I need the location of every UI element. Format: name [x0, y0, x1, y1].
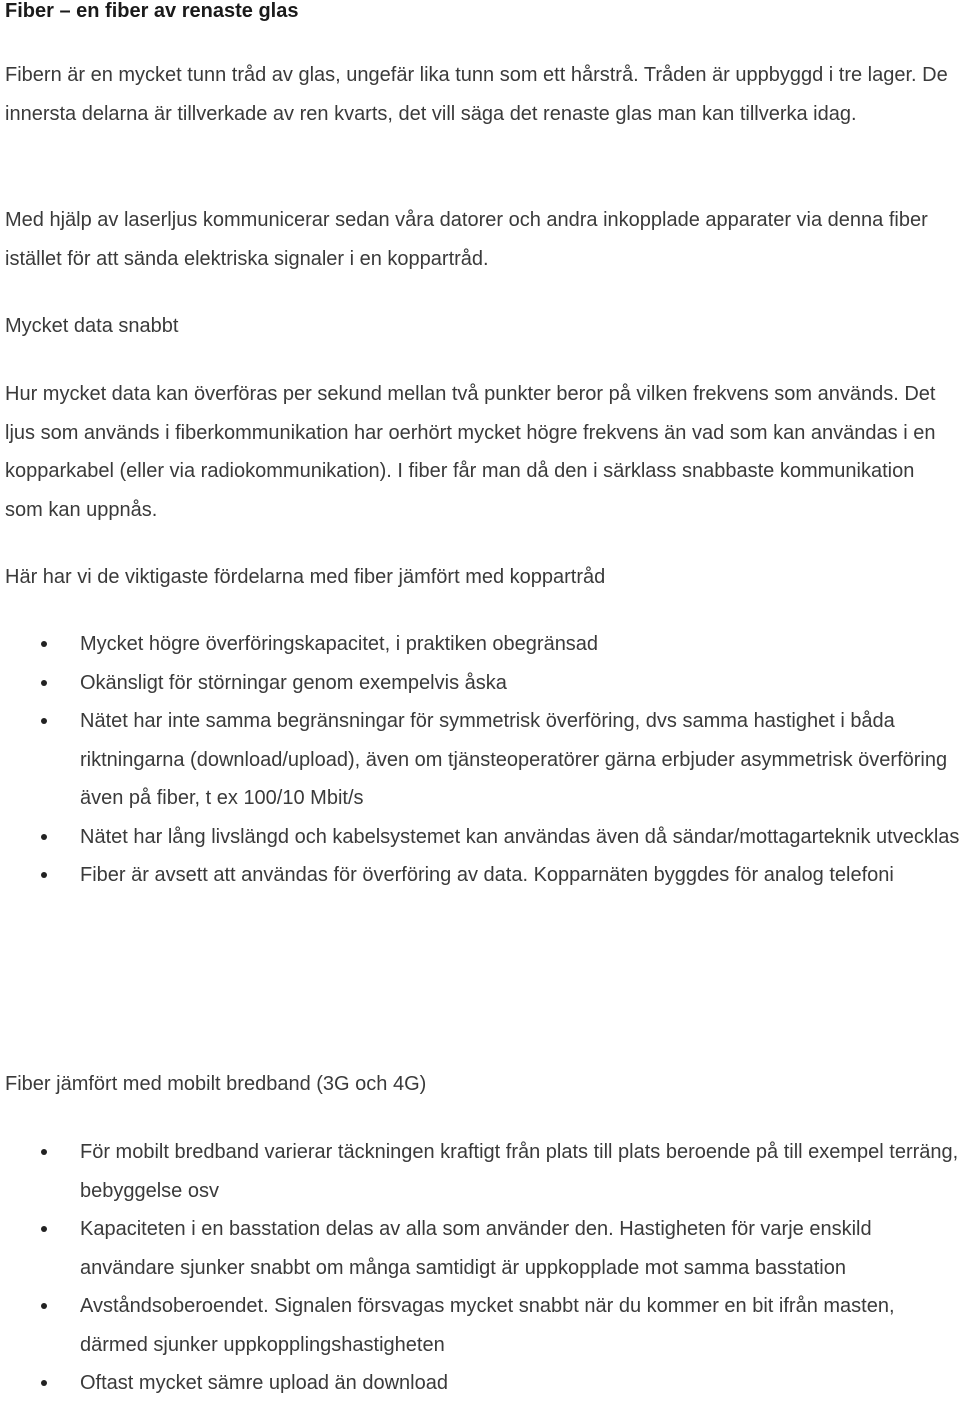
mobile-comparison-list: [5, 1133, 960, 1403]
intro-paragraph: Fibern är en mycket tunn tråd av glas, ungefär lika tunn som ett hårstrå. Tråden är uppbyggd i tre lager. De innersta delarna är tillverkade av ren kvarts, det vill säga det renaste glas man kan tillverka idag.: [5, 64, 948, 125]
bullet-icon: [41, 680, 47, 686]
section-heading-data: Mycket data snabbt: [5, 315, 179, 337]
list-item: Nätet har inte samma begränsningar för symmetrisk överföring, dvs samma hastighet i båda riktningarna (download/upload), även om tjänsteoperatörer gärna erbjuder asymmetrisk överföring även på fiber, t ex 100/10 Mbit/s: [5, 702, 960, 818]
bullet-icon: [41, 718, 47, 724]
bullet-icon: [41, 1149, 47, 1155]
list-item: Kapaciteten i en basstation delas av alla som använder den. Hastigheten för varje enskild användare sjunker snabbt om många samtidigt är uppkopplade mot samma basstation: [5, 1210, 960, 1287]
page-title: Fiber – en fiber av renaste glas: [5, 0, 299, 22]
bullet-icon: [41, 641, 47, 647]
list-item: Avståndsoberoendet. Signalen försvagas mycket snabbt när du kommer en bit ifrån masten, därmed sjunker uppkopplingshastigheten: [5, 1287, 960, 1364]
list-item: Mycket högre överföringskapacitet, i praktiken obegränsad: [5, 625, 960, 664]
bullet-icon: [41, 1226, 47, 1232]
bullet-icon: [41, 834, 47, 840]
list-item: För mobilt bredband varierar täckningen kraftigt från plats till plats beroende på till exempel terräng, bebyggelse osv: [5, 1133, 960, 1210]
list-item: Oftast mycket sämre upload än download: [5, 1364, 960, 1403]
laser-paragraph: Med hjälp av laserljus kommunicerar sedan våra datorer och andra inkopplade apparater via denna fiber istället för att sända elektriska signaler i en koppartråd.: [5, 209, 928, 270]
list-item: Okänsligt för störningar genom exempelvis åska: [5, 664, 960, 703]
section-heading-mobile: Fiber jämfört med mobilt bredband (3G och 4G): [5, 1073, 427, 1095]
list-item: Nätet har lång livslängd och kabelsystemet kan användas även då sändar/mottagarteknik utvecklas: [5, 818, 960, 857]
list-item: Fiber är avsett att användas för överföring av data. Kopparnäten byggdes för analog telefoni: [5, 856, 960, 895]
bullet-icon: [41, 872, 47, 878]
advantages-intro: Här har vi de viktigaste fördelarna med fiber jämfört med koppartråd: [5, 566, 606, 588]
bullet-icon: [41, 1303, 47, 1309]
bullet-icon: [41, 1380, 47, 1386]
frequency-paragraph: Hur mycket data kan överföras per sekund mellan två punkter beror på vilken frekvens som används. Det ljus som används i fiberkommunikation har oerhört mycket högre frekvens än vad som kan användas i en kopparkabel (eller via radiokommunikation). I fiber får man då den i särklass snabbaste kommunikation som kan uppnås.: [5, 383, 936, 521]
advantages-list: [5, 625, 960, 895]
